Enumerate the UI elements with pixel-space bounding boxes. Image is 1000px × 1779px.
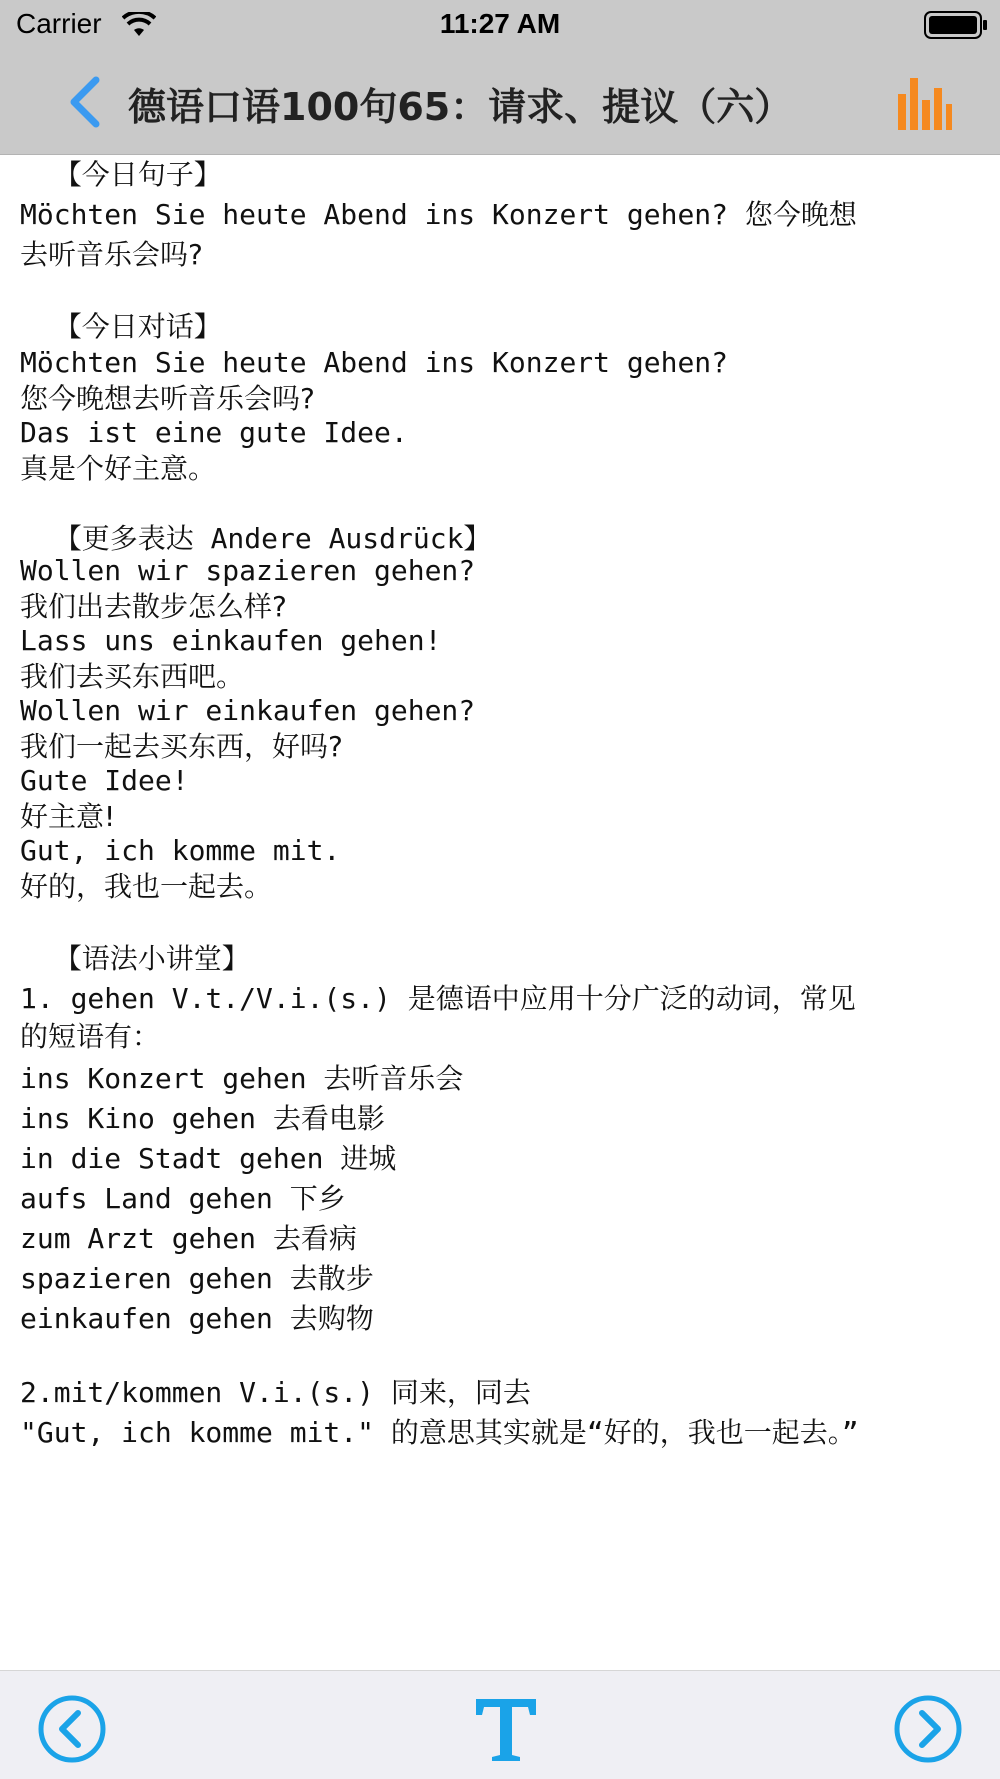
text-line: Das ist eine gute Idee. [20, 416, 408, 449]
text-line: 【语法小讲堂】 [20, 942, 250, 975]
text-line: Lass uns einkaufen gehen! [20, 624, 442, 657]
carrier-label: Carrier [16, 8, 102, 39]
text-line: in die Stadt gehen 进城 [20, 1142, 397, 1175]
chevron-left-icon[interactable] [62, 74, 112, 130]
bottom-toolbar [0, 1670, 1000, 1779]
text-line: 1. gehen V.t./V.i.(s.) 是德语中应用十分广泛的动词，常见 [20, 982, 856, 1015]
font-size-button[interactable] [470, 1693, 542, 1765]
status-bar [0, 0, 1000, 50]
text-line: zum Arzt gehen 去看病 [20, 1222, 357, 1255]
text-line: ins Kino gehen 去看电影 [20, 1102, 385, 1135]
text-line: Gute Idee! [20, 764, 189, 797]
text-line: 好主意! [20, 800, 116, 833]
text-line: 我们出去散步怎么样? [20, 590, 287, 623]
lesson-text[interactable] [0, 155, 1000, 1670]
text-line: spazieren gehen 去散步 [20, 1262, 374, 1295]
text-line: 我们去买东西吧。 [20, 660, 245, 693]
status-time: 11:27 AM [439, 8, 561, 39]
text-line: Wollen wir einkaufen gehen? [20, 694, 476, 727]
text-line: 真是个好主意。 [20, 452, 217, 485]
text-line: 去听音乐会吗? [20, 238, 203, 271]
text-line: 您今晚想去听音乐会吗? [20, 382, 315, 415]
battery-icon [924, 10, 988, 40]
text-line: Gut, ich komme mit. [20, 834, 341, 867]
text-line: 2.mit/kommen V.i.(s.) 同来，同去 [20, 1376, 531, 1409]
bar-chart-icon[interactable] [896, 72, 952, 132]
text-line: 好的，我也一起去。 [20, 870, 273, 903]
text-line: 【更多表达 Andere Ausdrück】 [20, 522, 492, 555]
text-line: Möchten Sie heute Abend ins Konzert gehen? [20, 346, 729, 379]
text-line: Möchten Sie heute Abend ins Konzert gehen? 您今晚想 [20, 198, 857, 231]
navigation-bar [0, 50, 1000, 155]
text-line: 的短语有： [20, 1020, 161, 1053]
text-line: 【今日对话】 [20, 310, 222, 343]
text-line: ins Konzert gehen 去听音乐会 [20, 1062, 464, 1095]
text-line: 我们一起去买东西，好吗? [20, 730, 343, 763]
next-lesson-button[interactable] [892, 1693, 964, 1765]
text-line: aufs Land gehen 下乡 [20, 1182, 346, 1215]
previous-lesson-button[interactable] [36, 1693, 108, 1765]
page-title: 德语口语100句65：请求、提议（六） [128, 85, 793, 129]
text-line: "Gut, ich komme mit." 的意思其实就是“好的，我也一起去。” [20, 1416, 859, 1449]
text-line: einkaufen gehen 去购物 [20, 1302, 374, 1335]
text-line: 【今日句子】 [20, 158, 222, 191]
text-line: Wollen wir spazieren gehen? [20, 554, 476, 587]
